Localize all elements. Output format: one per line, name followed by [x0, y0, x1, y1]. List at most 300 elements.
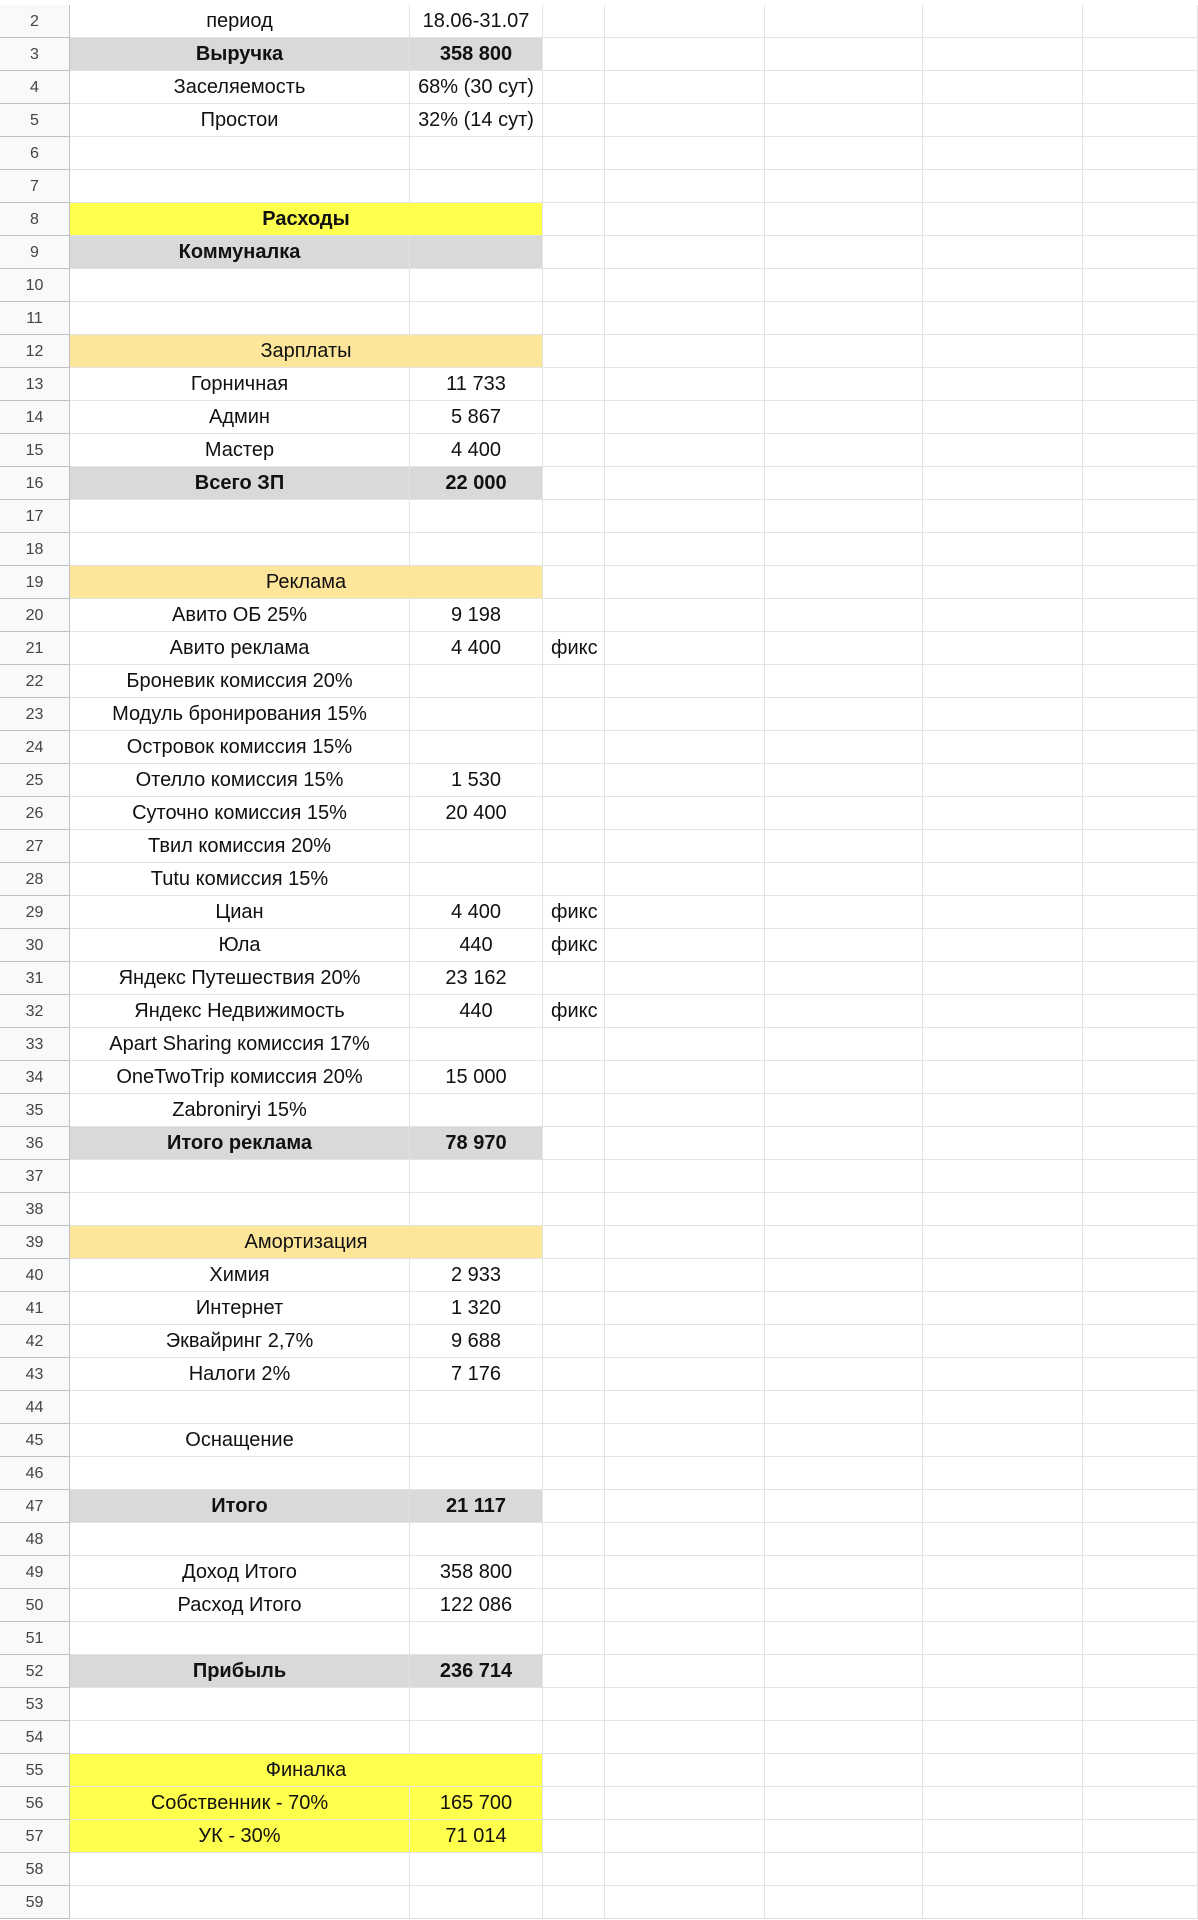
cell-g[interactable] [1083, 71, 1198, 104]
cell-b[interactable]: 23 162 [410, 962, 543, 995]
cell-e[interactable] [765, 38, 923, 71]
cell-d[interactable] [605, 1061, 765, 1094]
cell-e[interactable] [765, 1820, 923, 1853]
cell-e[interactable] [765, 533, 923, 566]
cell-c[interactable] [543, 698, 605, 731]
cell-d[interactable] [605, 995, 765, 1028]
cell-f[interactable] [923, 863, 1083, 896]
cell-c[interactable] [543, 830, 605, 863]
cell-e[interactable] [765, 71, 923, 104]
cell-d[interactable] [605, 962, 765, 995]
cell-e[interactable] [765, 1457, 923, 1490]
cell-a[interactable]: Собственник - 70% [70, 1787, 410, 1820]
row-header[interactable]: 2 [0, 5, 70, 38]
cell-e[interactable] [765, 665, 923, 698]
cell-g[interactable] [1083, 467, 1198, 500]
cell-a[interactable]: Авито реклама [70, 632, 410, 665]
cell-a[interactable]: Заселяемость [70, 71, 410, 104]
cell-c[interactable] [543, 1457, 605, 1490]
row-header[interactable]: 42 [0, 1325, 70, 1358]
cell-f[interactable] [923, 632, 1083, 665]
cell-g[interactable] [1083, 1457, 1198, 1490]
cell-c[interactable] [543, 71, 605, 104]
cell-d[interactable] [605, 1325, 765, 1358]
row-header[interactable]: 45 [0, 1424, 70, 1457]
row-header[interactable]: 37 [0, 1160, 70, 1193]
cell-e[interactable] [765, 203, 923, 236]
cell-e[interactable] [765, 1160, 923, 1193]
cell-e[interactable] [765, 830, 923, 863]
cell-c[interactable] [543, 203, 605, 236]
cell-b[interactable]: 11 733 [410, 368, 543, 401]
cell-f[interactable] [923, 467, 1083, 500]
cell-g[interactable] [1083, 929, 1198, 962]
cell-c[interactable] [543, 1424, 605, 1457]
cell-b[interactable] [410, 500, 543, 533]
row-header[interactable]: 56 [0, 1787, 70, 1820]
cell-b[interactable] [410, 302, 543, 335]
cell-a[interactable] [70, 1853, 410, 1886]
row-header[interactable]: 28 [0, 863, 70, 896]
cell-g[interactable] [1083, 1061, 1198, 1094]
cell-g[interactable] [1083, 1721, 1198, 1754]
cell-d[interactable] [605, 1655, 765, 1688]
cell-g[interactable] [1083, 1193, 1198, 1226]
cell-a[interactable]: Яндекс Недвижимость [70, 995, 410, 1028]
cell-f[interactable] [923, 368, 1083, 401]
cell-b[interactable]: 68% (30 сут) [410, 71, 543, 104]
cell-b[interactable] [410, 698, 543, 731]
cell-e[interactable] [765, 1061, 923, 1094]
cell-f[interactable] [923, 1457, 1083, 1490]
cell-a[interactable]: УК - 30% [70, 1820, 410, 1853]
cell-c[interactable] [543, 764, 605, 797]
cell-e[interactable] [765, 269, 923, 302]
cell-f[interactable] [923, 71, 1083, 104]
cell-e[interactable] [765, 1391, 923, 1424]
cell-g[interactable] [1083, 1292, 1198, 1325]
cell-b[interactable] [410, 1160, 543, 1193]
cell-c[interactable] [543, 665, 605, 698]
cell-b[interactable] [410, 1886, 543, 1919]
cell-g[interactable] [1083, 203, 1198, 236]
cell-c[interactable] [543, 1160, 605, 1193]
cell-b[interactable] [410, 1688, 543, 1721]
cell-b[interactable]: 4 400 [410, 896, 543, 929]
row-header[interactable]: 47 [0, 1490, 70, 1523]
cell-c[interactable] [543, 1061, 605, 1094]
cell-c[interactable]: фикс [543, 929, 605, 962]
cell-f[interactable] [923, 1820, 1083, 1853]
cell-c[interactable] [543, 533, 605, 566]
row-header[interactable]: 58 [0, 1853, 70, 1886]
cell-e[interactable] [765, 863, 923, 896]
cell-e[interactable] [765, 962, 923, 995]
cell-a[interactable] [70, 533, 410, 566]
cell-g[interactable] [1083, 434, 1198, 467]
cell-b[interactable]: 20 400 [410, 797, 543, 830]
cell-c[interactable] [543, 1325, 605, 1358]
cell-a[interactable]: Оснащение [70, 1424, 410, 1457]
cell-d[interactable] [605, 1688, 765, 1721]
cell-f[interactable] [923, 764, 1083, 797]
cell-a[interactable]: Доход Итого [70, 1556, 410, 1589]
cell-b[interactable]: 32% (14 сут) [410, 104, 543, 137]
cell-a[interactable]: Расход Итого [70, 1589, 410, 1622]
cell-a[interactable] [70, 1622, 410, 1655]
row-header[interactable]: 44 [0, 1391, 70, 1424]
cell-b[interactable]: 71 014 [410, 1820, 543, 1853]
row-header[interactable]: 55 [0, 1754, 70, 1787]
cell-d[interactable] [605, 1622, 765, 1655]
cell-e[interactable] [765, 1523, 923, 1556]
cell-c[interactable] [543, 500, 605, 533]
cell-a[interactable] [70, 1886, 410, 1919]
cell-c[interactable] [543, 1754, 605, 1787]
cell-a[interactable]: Выручка [70, 38, 410, 71]
cell-c[interactable] [543, 269, 605, 302]
cell-e[interactable] [765, 1226, 923, 1259]
cell-g[interactable] [1083, 368, 1198, 401]
cell-b[interactable]: 1 320 [410, 1292, 543, 1325]
cell-a[interactable]: Юла [70, 929, 410, 962]
cell-d[interactable] [605, 863, 765, 896]
cell-c[interactable] [543, 863, 605, 896]
cell-c[interactable] [543, 1226, 605, 1259]
row-header[interactable]: 46 [0, 1457, 70, 1490]
row-header[interactable]: 25 [0, 764, 70, 797]
cell-e[interactable] [765, 1193, 923, 1226]
cell-d[interactable] [605, 1391, 765, 1424]
cell-e[interactable] [765, 698, 923, 731]
cell-c[interactable] [543, 1358, 605, 1391]
cell-f[interactable] [923, 1193, 1083, 1226]
cell-b[interactable] [410, 731, 543, 764]
cell-g[interactable] [1083, 533, 1198, 566]
cell-f[interactable] [923, 1589, 1083, 1622]
cell-f[interactable] [923, 566, 1083, 599]
cell-f[interactable] [923, 1391, 1083, 1424]
cell-c[interactable] [543, 434, 605, 467]
cell-c[interactable] [543, 368, 605, 401]
cell-g[interactable] [1083, 1589, 1198, 1622]
cell-a[interactable]: OneTwoTrip комиссия 20% [70, 1061, 410, 1094]
cell-e[interactable] [765, 1787, 923, 1820]
cell-b[interactable] [410, 137, 543, 170]
row-header[interactable]: 57 [0, 1820, 70, 1853]
cell-a[interactable] [70, 269, 410, 302]
cell-c[interactable] [543, 1655, 605, 1688]
row-header[interactable]: 36 [0, 1127, 70, 1160]
cell-d[interactable] [605, 401, 765, 434]
cell-d[interactable] [605, 1094, 765, 1127]
cell-e[interactable] [765, 1853, 923, 1886]
cell-b[interactable]: 440 [410, 929, 543, 962]
cell-f[interactable] [923, 1655, 1083, 1688]
row-header[interactable]: 14 [0, 401, 70, 434]
cell-a[interactable]: Zabroniryi 15% [70, 1094, 410, 1127]
cell-c[interactable] [543, 1886, 605, 1919]
cell-b[interactable]: 15 000 [410, 1061, 543, 1094]
row-header[interactable]: 59 [0, 1886, 70, 1919]
cell-c[interactable] [543, 1622, 605, 1655]
cell-c[interactable] [543, 5, 605, 38]
cell-a[interactable]: Яндекс Путешествия 20% [70, 962, 410, 995]
cell-c[interactable] [543, 137, 605, 170]
row-header[interactable]: 21 [0, 632, 70, 665]
cell-a[interactable]: период [70, 5, 410, 38]
cell-f[interactable] [923, 1886, 1083, 1919]
cell-b[interactable]: 18.06-31.07 [410, 5, 543, 38]
cell-f[interactable] [923, 1325, 1083, 1358]
cell-d[interactable] [605, 203, 765, 236]
cell-d[interactable] [605, 1556, 765, 1589]
cell-d[interactable] [605, 599, 765, 632]
cell-g[interactable] [1083, 962, 1198, 995]
cell-d[interactable] [605, 137, 765, 170]
cell-g[interactable] [1083, 863, 1198, 896]
cell-b[interactable] [410, 533, 543, 566]
cell-e[interactable] [765, 137, 923, 170]
cell-g[interactable] [1083, 830, 1198, 863]
cell-e[interactable] [765, 1622, 923, 1655]
cell-f[interactable] [923, 797, 1083, 830]
cell-f[interactable] [923, 203, 1083, 236]
cell-e[interactable] [765, 995, 923, 1028]
cell-g[interactable] [1083, 500, 1198, 533]
cell-c[interactable] [543, 1094, 605, 1127]
cell-b[interactable]: 1 530 [410, 764, 543, 797]
cell-b[interactable] [410, 1853, 543, 1886]
row-header[interactable]: 5 [0, 104, 70, 137]
cell-f[interactable] [923, 1292, 1083, 1325]
cell-g[interactable] [1083, 797, 1198, 830]
cell-f[interactable] [923, 1490, 1083, 1523]
cell-c[interactable] [543, 962, 605, 995]
cell-c[interactable] [543, 1721, 605, 1754]
cell-f[interactable] [923, 1754, 1083, 1787]
cell-a[interactable]: Островок комиссия 15% [70, 731, 410, 764]
cell-a[interactable]: Итого [70, 1490, 410, 1523]
cell-c[interactable]: фикс [543, 896, 605, 929]
row-header[interactable]: 16 [0, 467, 70, 500]
cell-a[interactable]: Мастер [70, 434, 410, 467]
row-header[interactable]: 19 [0, 566, 70, 599]
cell-d[interactable] [605, 368, 765, 401]
cell-c[interactable] [543, 170, 605, 203]
cell-merged-section-header[interactable]: Амортизация [70, 1226, 543, 1259]
cell-a[interactable] [70, 1391, 410, 1424]
row-header[interactable]: 54 [0, 1721, 70, 1754]
cell-g[interactable] [1083, 1325, 1198, 1358]
cell-c[interactable]: фикс [543, 995, 605, 1028]
row-header[interactable]: 38 [0, 1193, 70, 1226]
cell-f[interactable] [923, 1127, 1083, 1160]
cell-f[interactable] [923, 731, 1083, 764]
cell-g[interactable] [1083, 1160, 1198, 1193]
cell-c[interactable] [543, 1127, 605, 1160]
cell-e[interactable] [765, 401, 923, 434]
cell-b[interactable]: 358 800 [410, 38, 543, 71]
cell-d[interactable] [605, 1721, 765, 1754]
cell-a[interactable] [70, 1457, 410, 1490]
cell-g[interactable] [1083, 1523, 1198, 1556]
row-header[interactable]: 48 [0, 1523, 70, 1556]
cell-e[interactable] [765, 1325, 923, 1358]
cell-e[interactable] [765, 1358, 923, 1391]
cell-d[interactable] [605, 104, 765, 137]
row-header[interactable]: 11 [0, 302, 70, 335]
cell-f[interactable] [923, 1688, 1083, 1721]
cell-d[interactable] [605, 566, 765, 599]
cell-g[interactable] [1083, 170, 1198, 203]
cell-f[interactable] [923, 1028, 1083, 1061]
cell-d[interactable] [605, 632, 765, 665]
cell-e[interactable] [765, 467, 923, 500]
cell-g[interactable] [1083, 1358, 1198, 1391]
cell-d[interactable] [605, 929, 765, 962]
cell-b[interactable]: 5 867 [410, 401, 543, 434]
cell-d[interactable] [605, 302, 765, 335]
cell-c[interactable]: фикс [543, 632, 605, 665]
cell-d[interactable] [605, 500, 765, 533]
cell-e[interactable] [765, 566, 923, 599]
cell-d[interactable] [605, 236, 765, 269]
row-header[interactable]: 29 [0, 896, 70, 929]
cell-e[interactable] [765, 302, 923, 335]
cell-d[interactable] [605, 1754, 765, 1787]
cell-f[interactable] [923, 137, 1083, 170]
cell-d[interactable] [605, 1424, 765, 1457]
cell-d[interactable] [605, 71, 765, 104]
cell-d[interactable] [605, 797, 765, 830]
cell-g[interactable] [1083, 302, 1198, 335]
cell-g[interactable] [1083, 236, 1198, 269]
cell-b[interactable] [410, 1721, 543, 1754]
cell-f[interactable] [923, 1160, 1083, 1193]
row-header[interactable]: 53 [0, 1688, 70, 1721]
cell-e[interactable] [765, 1424, 923, 1457]
cell-g[interactable] [1083, 995, 1198, 1028]
cell-g[interactable] [1083, 1028, 1198, 1061]
cell-g[interactable] [1083, 1391, 1198, 1424]
row-header[interactable]: 23 [0, 698, 70, 731]
cell-e[interactable] [765, 1094, 923, 1127]
cell-e[interactable] [765, 1292, 923, 1325]
cell-d[interactable] [605, 335, 765, 368]
row-header[interactable]: 3 [0, 38, 70, 71]
row-header[interactable]: 39 [0, 1226, 70, 1259]
row-header[interactable]: 49 [0, 1556, 70, 1589]
cell-g[interactable] [1083, 1820, 1198, 1853]
cell-b[interactable]: 2 933 [410, 1259, 543, 1292]
cell-e[interactable] [765, 731, 923, 764]
cell-d[interactable] [605, 698, 765, 731]
cell-a[interactable]: Админ [70, 401, 410, 434]
cell-d[interactable] [605, 1490, 765, 1523]
cell-b[interactable]: 440 [410, 995, 543, 1028]
cell-b[interactable]: 9 198 [410, 599, 543, 632]
cell-a[interactable] [70, 1160, 410, 1193]
cell-d[interactable] [605, 1358, 765, 1391]
cell-g[interactable] [1083, 1424, 1198, 1457]
row-header[interactable]: 9 [0, 236, 70, 269]
row-header[interactable]: 12 [0, 335, 70, 368]
cell-b[interactable] [410, 863, 543, 896]
cell-d[interactable] [605, 731, 765, 764]
cell-g[interactable] [1083, 764, 1198, 797]
cell-e[interactable] [765, 1589, 923, 1622]
cell-f[interactable] [923, 995, 1083, 1028]
cell-f[interactable] [923, 1226, 1083, 1259]
cell-g[interactable] [1083, 1259, 1198, 1292]
cell-g[interactable] [1083, 1094, 1198, 1127]
cell-g[interactable] [1083, 1490, 1198, 1523]
cell-c[interactable] [543, 1292, 605, 1325]
row-header[interactable]: 7 [0, 170, 70, 203]
cell-e[interactable] [765, 170, 923, 203]
cell-a[interactable] [70, 1721, 410, 1754]
cell-g[interactable] [1083, 1556, 1198, 1589]
cell-g[interactable] [1083, 1127, 1198, 1160]
cell-f[interactable] [923, 1787, 1083, 1820]
cell-a[interactable]: Всего ЗП [70, 467, 410, 500]
cell-f[interactable] [923, 698, 1083, 731]
row-header[interactable]: 41 [0, 1292, 70, 1325]
cell-b[interactable] [410, 1523, 543, 1556]
cell-f[interactable] [923, 1721, 1083, 1754]
cell-g[interactable] [1083, 1688, 1198, 1721]
cell-c[interactable] [543, 1853, 605, 1886]
cell-d[interactable] [605, 1028, 765, 1061]
cell-c[interactable] [543, 467, 605, 500]
cell-g[interactable] [1083, 632, 1198, 665]
cell-g[interactable] [1083, 104, 1198, 137]
cell-c[interactable] [543, 401, 605, 434]
cell-g[interactable] [1083, 1622, 1198, 1655]
cell-c[interactable] [543, 104, 605, 137]
cell-f[interactable] [923, 1358, 1083, 1391]
cell-e[interactable] [765, 1127, 923, 1160]
row-header[interactable]: 40 [0, 1259, 70, 1292]
cell-e[interactable] [765, 500, 923, 533]
cell-d[interactable] [605, 1259, 765, 1292]
row-header[interactable]: 17 [0, 500, 70, 533]
cell-c[interactable] [543, 1193, 605, 1226]
row-header[interactable]: 18 [0, 533, 70, 566]
cell-e[interactable] [765, 764, 923, 797]
cell-f[interactable] [923, 599, 1083, 632]
cell-d[interactable] [605, 830, 765, 863]
cell-b[interactable] [410, 236, 543, 269]
cell-b[interactable] [410, 1391, 543, 1424]
cell-c[interactable] [543, 599, 605, 632]
cell-a[interactable]: Горничная [70, 368, 410, 401]
cell-g[interactable] [1083, 401, 1198, 434]
cell-b[interactable]: 4 400 [410, 434, 543, 467]
cell-d[interactable] [605, 1160, 765, 1193]
cell-f[interactable] [923, 269, 1083, 302]
cell-c[interactable] [543, 731, 605, 764]
cell-f[interactable] [923, 1424, 1083, 1457]
cell-a[interactable]: Итого реклама [70, 1127, 410, 1160]
cell-d[interactable] [605, 1457, 765, 1490]
cell-a[interactable]: Простои [70, 104, 410, 137]
cell-e[interactable] [765, 1556, 923, 1589]
cell-b[interactable]: 358 800 [410, 1556, 543, 1589]
cell-d[interactable] [605, 764, 765, 797]
row-header[interactable]: 24 [0, 731, 70, 764]
